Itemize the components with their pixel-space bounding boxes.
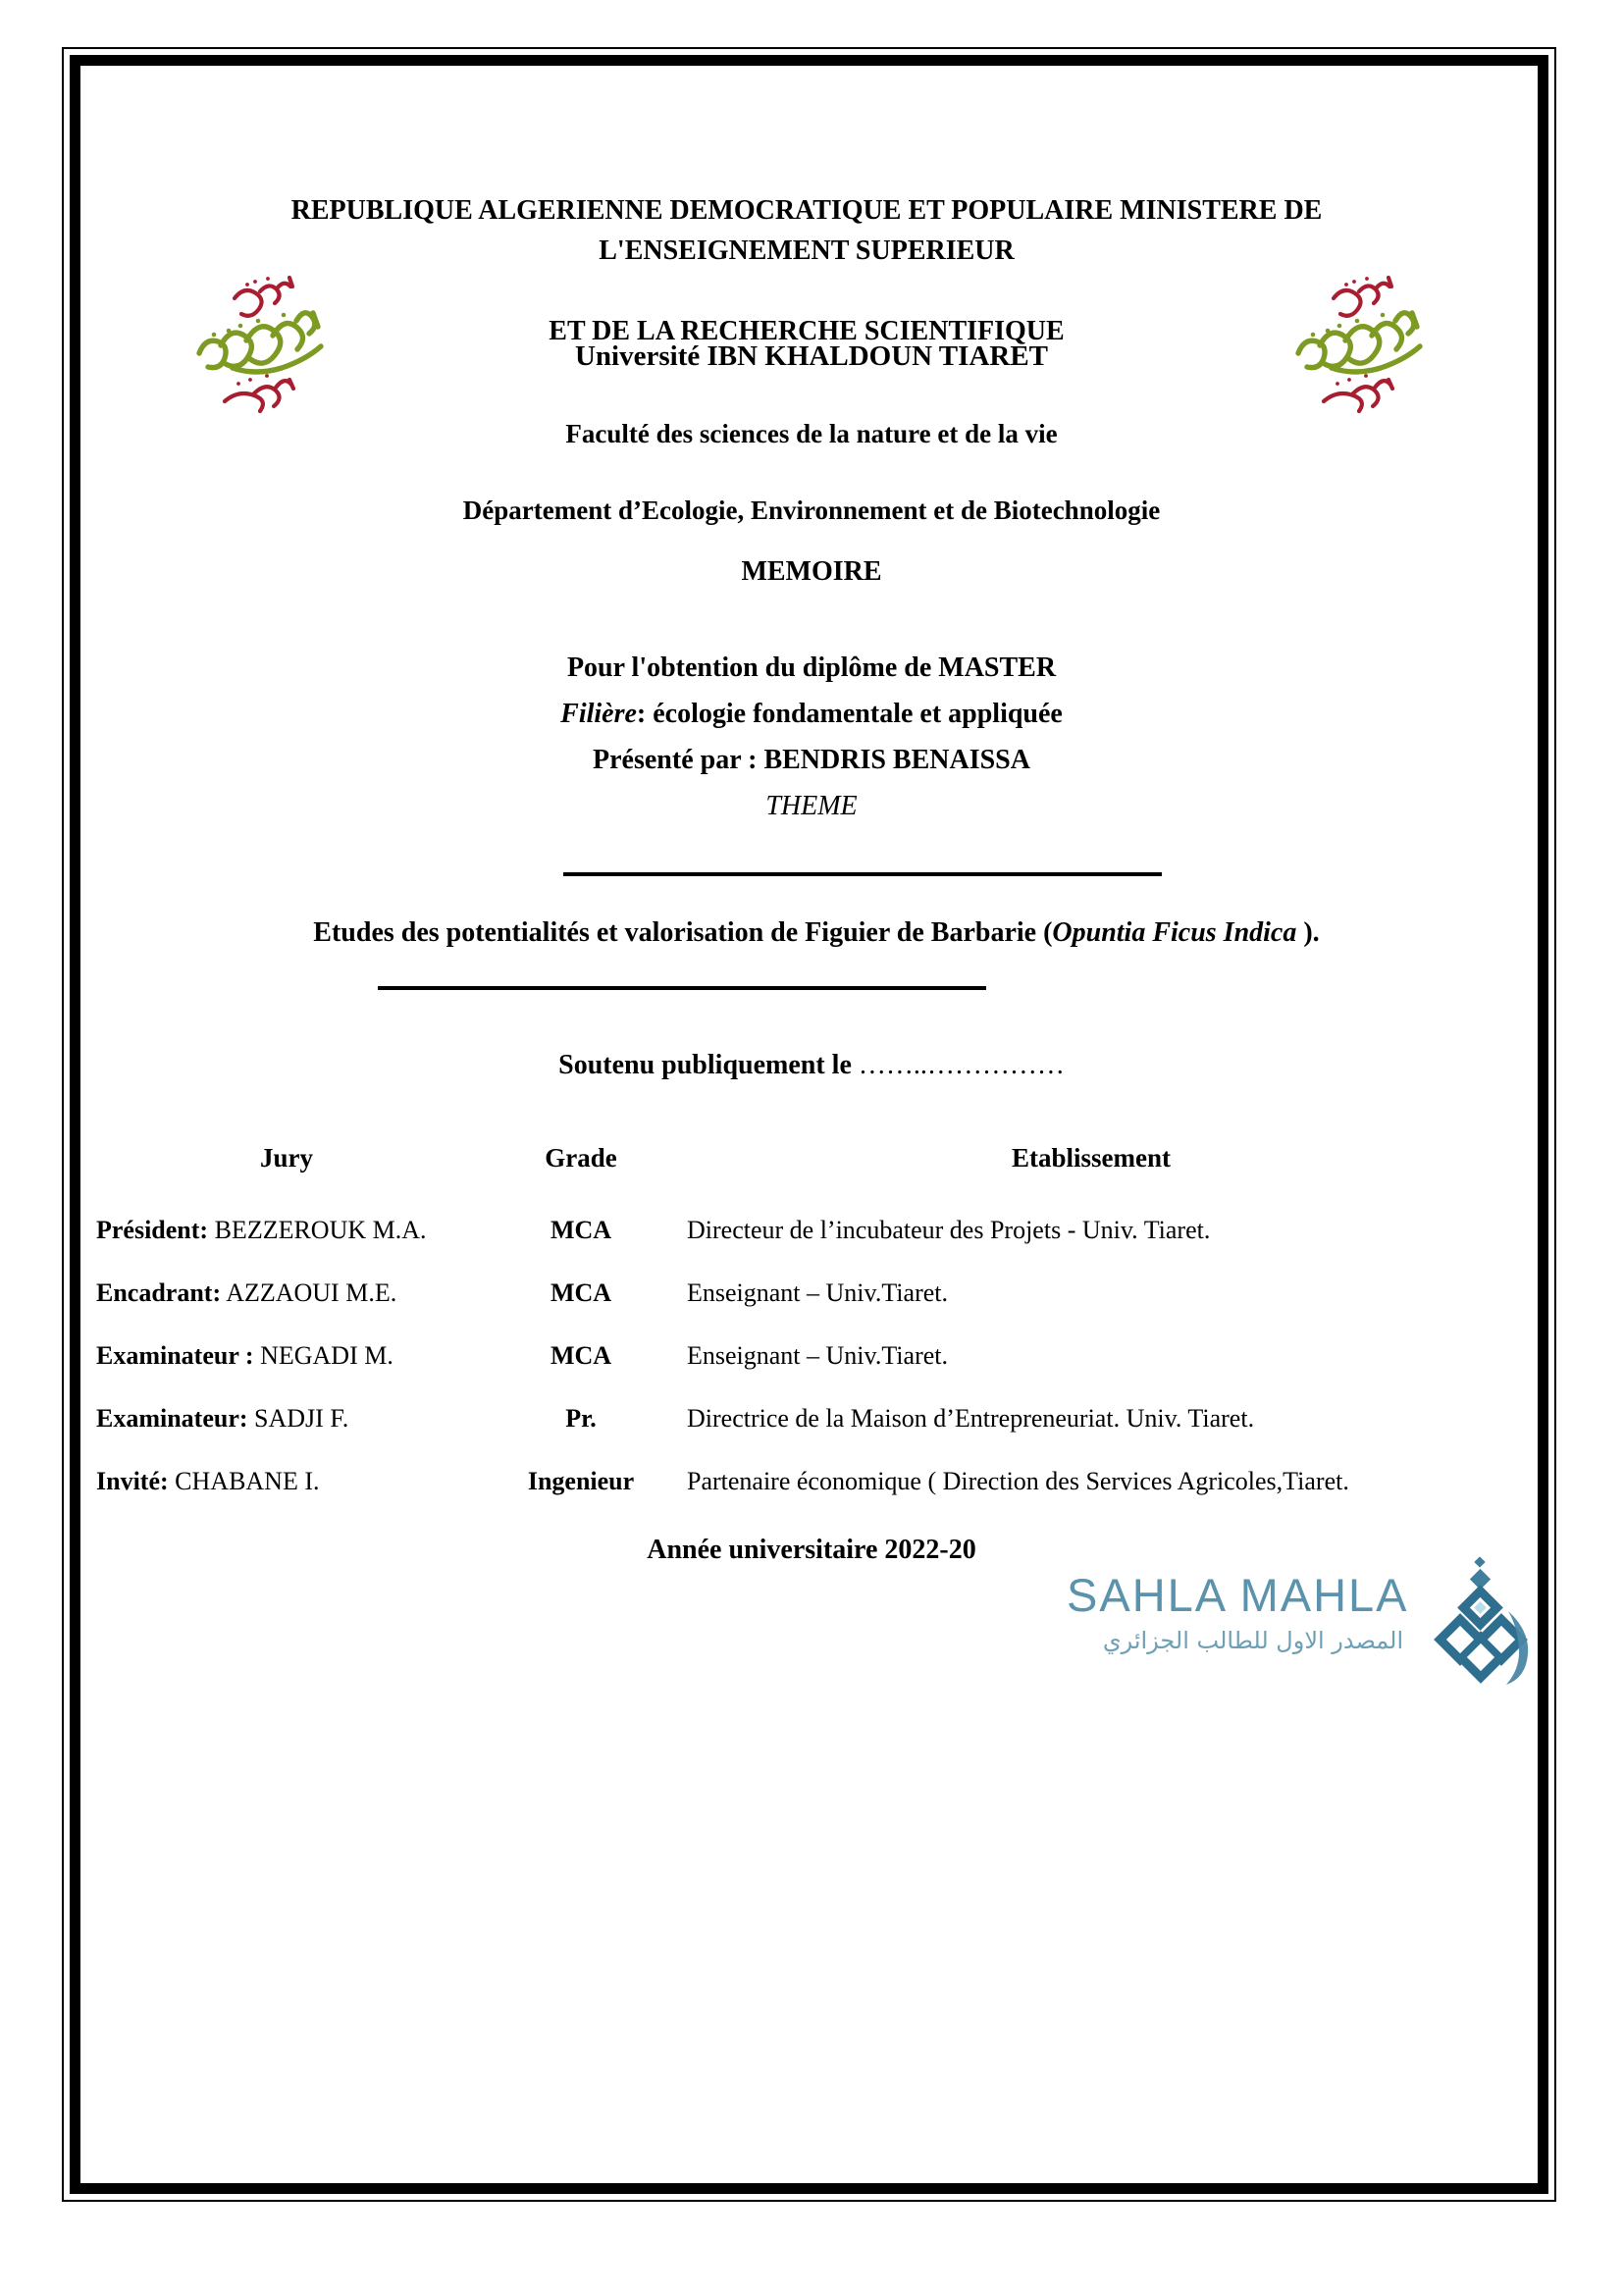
degree-line: Pour l'obtention du diplôme de MASTER	[566, 652, 1057, 683]
jury-member-cell	[80, 1262, 493, 1325]
jury-member-grade: MCA	[550, 1278, 612, 1307]
jury-member-name: AZZAOUI M.E.	[221, 1278, 397, 1307]
jury-member-establishment: Enseignant – Univ.Tiaret.	[687, 1278, 948, 1307]
jury-member-name: BEZZEROUK M.A.	[208, 1216, 427, 1244]
author-line: Présenté par : BENDRIS BENAISSA	[593, 745, 1030, 775]
watermark-brand: SAHLA MAHLA	[1067, 1569, 1409, 1621]
watermark-tagline: المصدر الاول للطالب الجزائري	[1102, 1627, 1404, 1654]
jury-member-role: Encadrant:	[96, 1278, 222, 1307]
sahla-mahla-diamond-icon	[1418, 1554, 1538, 1687]
faculty-name: Faculté des sciences de la nature et de la vie	[565, 419, 1058, 448]
jury-member-cell	[80, 1387, 493, 1450]
cover-page-content	[80, 66, 1538, 2183]
table-row	[80, 1387, 1513, 1450]
jury-member-establishment: Directeur de l’incubateur des Projets - Univ. Tiaret.	[687, 1216, 1211, 1244]
theme-rule-top	[563, 872, 1162, 876]
table-row	[80, 1262, 1513, 1325]
page-frame-inner	[70, 55, 1548, 2194]
defense-line	[198, 1050, 1425, 1081]
ministry-line-2: L'ENSEIGNEMENT SUPERIEUR	[599, 235, 1015, 266]
jury-member-name: SADJI F.	[247, 1404, 349, 1433]
table-row	[80, 1325, 1513, 1387]
table-row	[80, 1450, 1513, 1513]
institution-block	[198, 340, 1425, 526]
page-frame-outer	[62, 47, 1556, 2202]
jury-member-cell	[80, 1450, 493, 1513]
thesis-title-main: Etudes des potentialités et valorisation de Figuier de Barbarie (	[313, 917, 1053, 948]
ministry-line-1: REPUBLIQUE ALGERIENNE DEMOCRATIQUE ET POPULAIRE MINISTERE DE	[290, 195, 1323, 226]
ministry-header	[218, 191, 1395, 352]
jury-column-header-grade: Grade	[545, 1143, 617, 1173]
department-name: Département d’Ecologie, Environnement et de Biotechnologie	[462, 496, 1161, 525]
jury-member-establishment: Enseignant – Univ.Tiaret.	[687, 1341, 948, 1370]
jury-member-name: NEGADI M.	[253, 1341, 393, 1370]
jury-member-grade: Ingenieur	[527, 1467, 635, 1495]
jury-column-header-establishment: Etablissement	[1012, 1143, 1171, 1173]
filiere-value: : écologie fondamentale et appliquée	[636, 699, 1063, 729]
thesis-title-species: Opuntia Ficus Indica	[1052, 917, 1297, 948]
thesis-title-tail: ).	[1296, 917, 1320, 948]
thesis-title	[120, 917, 1513, 949]
jury-column-header-jury: Jury	[260, 1143, 313, 1173]
jury-member-grade: Pr.	[565, 1404, 597, 1433]
defense-date-placeholder: ……..……………	[858, 1050, 1065, 1080]
table-row	[80, 1199, 1513, 1262]
jury-header-row	[80, 1143, 1513, 1199]
jury-member-grade: MCA	[550, 1216, 612, 1244]
jury-member-establishment: Directrice de la Maison d’Entrepreneuriat. Univ. Tiaret.	[687, 1404, 1255, 1433]
filiere-label: Filière	[560, 699, 637, 729]
jury-table	[80, 1143, 1513, 1513]
jury-member-grade: MCA	[550, 1341, 612, 1370]
defense-label: Soutenu publiquement le	[558, 1050, 859, 1080]
theme-rule-bottom	[378, 986, 986, 990]
jury-member-role: Examinateur:	[96, 1404, 248, 1433]
jury-member-cell	[80, 1325, 493, 1387]
academic-year: Année universitaire 2022-20	[647, 1535, 976, 1565]
jury-member-role: Président:	[96, 1216, 209, 1244]
sahla-mahla-watermark	[1067, 1562, 1538, 1699]
ministry-line-3: ET DE LA RECHERCHE SCIENTIFIQUE	[549, 316, 1065, 347]
memoire-label: MEMOIRE	[741, 556, 882, 587]
jury-member-role: Invité:	[96, 1467, 169, 1495]
jury-member-cell	[80, 1199, 493, 1262]
jury-member-role: Examinateur :	[96, 1341, 254, 1370]
jury-member-establishment: Partenaire économique ( Direction des Services Agricoles,Tiaret.	[687, 1467, 1349, 1495]
university-name: Université IBN KHALDOUN TIARET	[574, 340, 1049, 372]
jury-member-name: CHABANE I.	[168, 1467, 320, 1495]
theme-label: THEME	[765, 791, 858, 821]
filiere-line	[198, 699, 1425, 730]
